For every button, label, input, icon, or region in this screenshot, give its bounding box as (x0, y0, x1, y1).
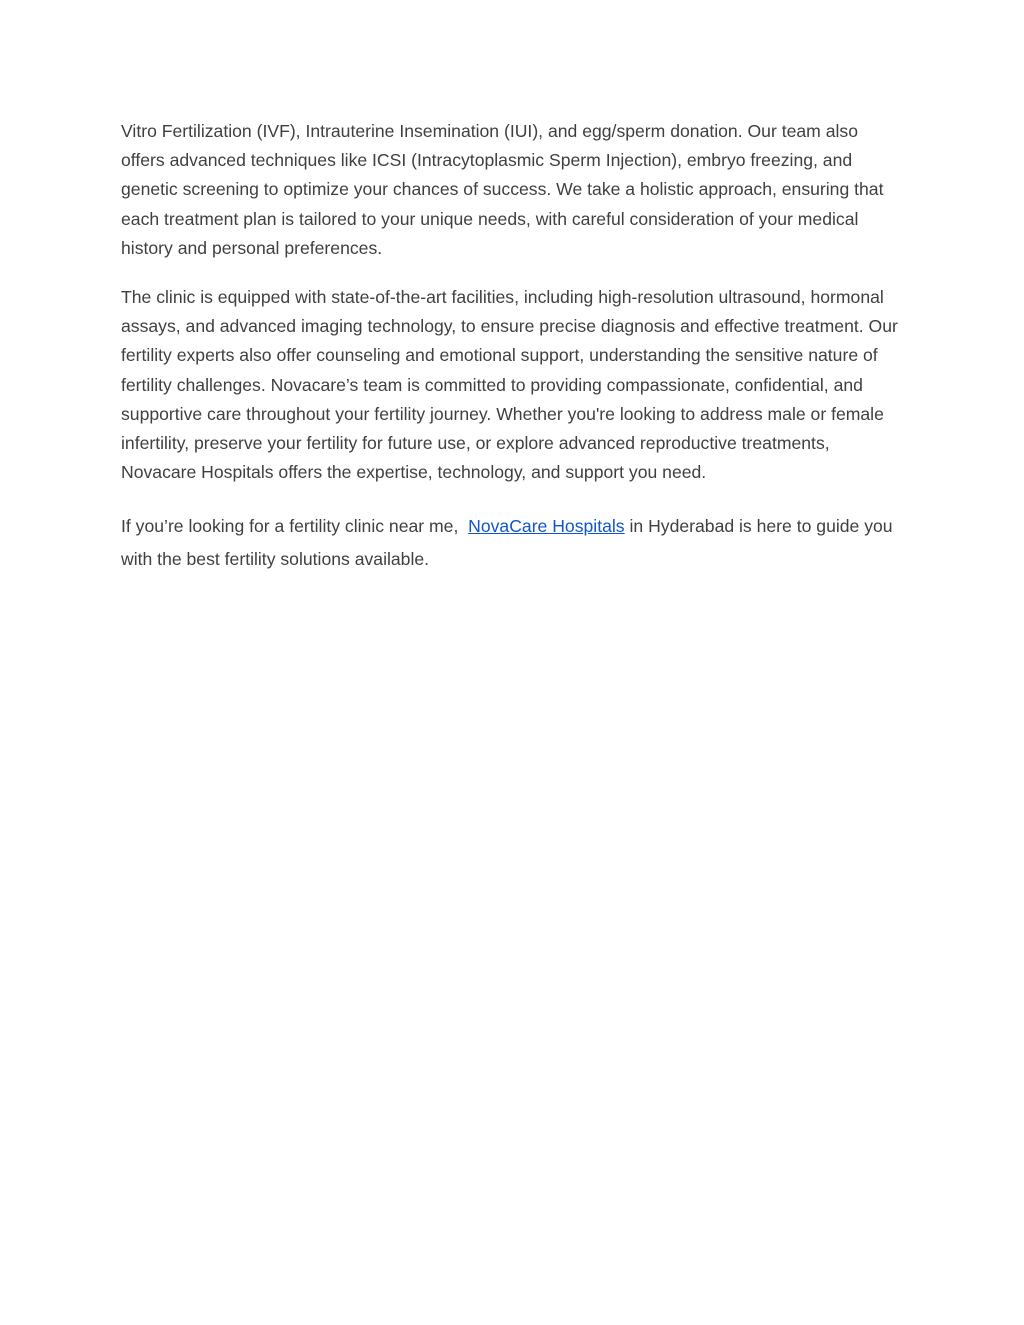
paragraph-closing (121, 510, 903, 575)
closing-text-before-link: If you’re looking for a fertility clinic near me, (121, 516, 469, 537)
paragraph-facilities: The clinic is equipped with state-of-the-art facilities, including high-resolution ultrasound, hormonal assays, and advanced imaging technology, to ensure precise diagnosis and effective treatment. Our fertility experts also offer counseling and emotional support, understanding the sensitive nature of fertility challenges. Novacare’s team is committed to providing compassionate, confidential, and supportive care throughout your fertility journey. Whether you're looking to address male or female infertility, preserve your fertility for future use, or explore advanced reproductive treatments, Novacare Hospitals offers the expertise, technology, and support you need. (121, 287, 898, 483)
closing-text-after-link: in Hyderabad is here to guide you with the best fertility solutions available. (121, 516, 893, 569)
paragraph-treatments: Vitro Fertilization (IVF), Intrauterine Insemination (IUI), and egg/sperm donation. Our team also offers advanced techniques like ICSI (Intracytoplasmic Sperm Injection), embryo freezing, and genetic screening to optimize your chances of success. We take a holistic approach, ensuring that each treatment plan is tailored to your unique needs, with careful consideration of your medical history and personal preferences. (121, 121, 884, 258)
document-body (121, 117, 903, 575)
novacare-hospitals-link[interactable]: NovaCare Hospitals (468, 516, 625, 537)
